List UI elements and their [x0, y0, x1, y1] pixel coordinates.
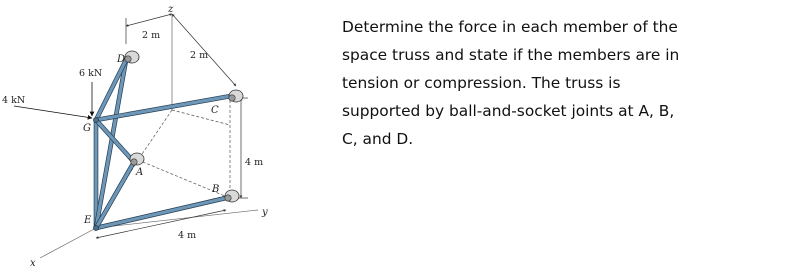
coordinate-axes: [30, 4, 268, 269]
point-label-A: A: [136, 167, 144, 178]
dim-2m-top-right: 2 m: [190, 50, 209, 61]
z-axis-label: z: [168, 4, 174, 15]
support-A: [130, 153, 144, 165]
point-label-G: G: [83, 123, 91, 134]
point-label-E: E: [84, 215, 92, 226]
load-4kn-label: 4 kN: [2, 95, 26, 106]
support-B: [225, 190, 239, 202]
support-D: [125, 51, 139, 63]
point-label-C: C: [211, 105, 219, 116]
point-label-B: B: [212, 184, 220, 195]
problem-statement: Determine the force in each member of the space truss and state if the members are in tension or compression. The truss is supported by ball-and-socket joints at A, B, C, and D.: [342, 18, 680, 148]
load-6kn-label: 6 kN: [79, 68, 103, 79]
truss-figure: [0, 0, 330, 270]
loads: [2, 68, 102, 118]
dim-4m-vertical: 4 m: [245, 157, 264, 168]
dim-4m-bottom: 4 m: [178, 230, 197, 241]
point-label-D: D: [117, 54, 126, 65]
dim-2m-top-left: 2 m: [142, 30, 161, 41]
y-axis-label: y: [262, 207, 268, 218]
truss-members: [96, 60, 231, 228]
support-C: [229, 90, 243, 102]
x-axis-label: x: [30, 258, 36, 269]
